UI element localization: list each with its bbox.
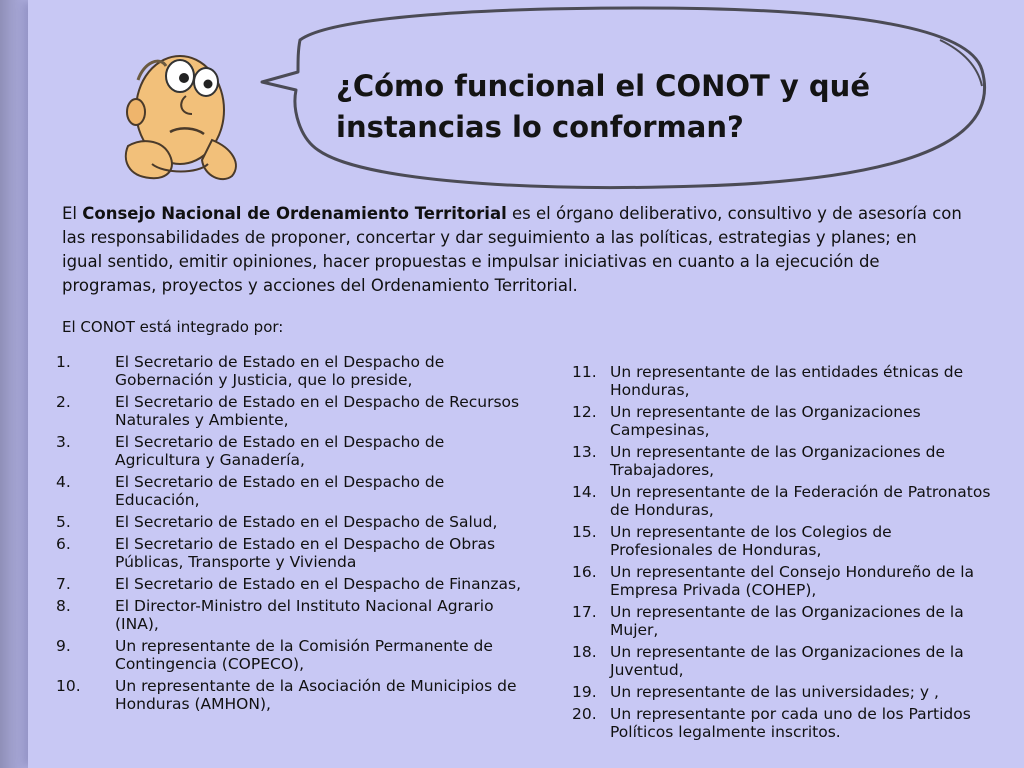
list-item-text: El Secretario de Estado en el Despacho de Obras Públicas, Transporte y Vivienda [115, 535, 496, 571]
list-item-text: Un representante de la Comisión Permanente de Contingencia (COPECO), [115, 637, 493, 673]
list-item-text: Un representante de las entidades étnicas de Honduras, [610, 363, 964, 399]
page-title: ¿Cómo funcional el CONOT y qué instancias lo conforman? [336, 69, 870, 144]
list-item-text: El Secretario de Estado en el Despacho de Salud, [115, 513, 498, 531]
list-item [52, 677, 522, 713]
list-item-text: El Secretario de Estado en el Despacho de Recursos Naturales y Ambiente, [115, 393, 520, 429]
list-item [572, 563, 992, 599]
list-item-number: 19. [572, 683, 597, 701]
list-item-number: 1. [56, 353, 71, 371]
list-item-text: El Secretario de Estado en el Despacho de Educación, [115, 473, 445, 509]
list-item-number: 9. [56, 637, 71, 655]
list-item [52, 535, 522, 571]
list-item-text: Un representante de las Organizaciones Campesinas, [610, 403, 921, 439]
list-item-text: El Secretario de Estado en el Despacho de Agricultura y Ganadería, [115, 433, 445, 469]
members-list-right [572, 363, 992, 745]
members-list-left [52, 353, 522, 717]
list-item [52, 575, 522, 593]
list-item-text: Un representante de las Organizaciones de Trabajadores, [610, 443, 946, 479]
list-item [52, 513, 522, 531]
list-item [572, 643, 992, 679]
list-item-text: El Director-Ministro del Instituto Nacional Agrario (INA), [115, 597, 494, 633]
list-item [572, 523, 992, 559]
list-item-number: 10. [56, 677, 81, 695]
list-item [52, 473, 522, 509]
list-item-number: 15. [572, 523, 597, 541]
intro-prefix: El [62, 204, 83, 223]
list-item [52, 393, 522, 429]
list-item-number: 7. [56, 575, 71, 593]
list-item-number: 14. [572, 483, 597, 501]
list-item-text: Un representante de la Federación de Patronatos de Honduras, [610, 483, 991, 519]
list-item-number: 18. [572, 643, 597, 661]
list-item-text: El Secretario de Estado en el Despacho de Gobernación y Justicia, que lo preside, [115, 353, 445, 389]
list-item [572, 483, 992, 519]
list-item-number: 11. [572, 363, 597, 381]
list-item-number: 12. [572, 403, 597, 421]
list-item-text: Un representante del Consejo Hondureño de la Empresa Privada (COHEP), [610, 563, 975, 599]
intro-council-name: Consejo Nacional de Ordenamiento Territorial [82, 204, 507, 223]
list-item [572, 403, 992, 439]
list-item-number: 6. [56, 535, 71, 553]
intro-paragraph [62, 202, 962, 298]
list-item [572, 683, 992, 701]
intro-rest: es el órgano deliberativo, consultivo y de asesoría con las responsabilidades de proponer, concertar y dar seguimiento a las políticas, estrategias y planes; en igual sentido, emitir opiniones, hacer propuestas e impulsar iniciativas en cuanto a la ejecución de programas, proyectos y acciones del Ordenamiento Territorial. [62, 204, 962, 295]
list-item [52, 433, 522, 469]
list-item [572, 363, 992, 399]
list-item-number: 16. [572, 563, 597, 581]
list-item-text: Un representante de las Organizaciones de la Mujer, [610, 603, 964, 639]
list-item-number: 5. [56, 513, 71, 531]
list-item-text: Un representante de las universidades; y , [610, 683, 939, 701]
list-item [52, 597, 522, 633]
thinking-man-icon [108, 40, 248, 182]
list-item-text: Un representante de los Colegios de Profesionales de Honduras, [610, 523, 892, 559]
list-item-text: Un representante por cada uno de los Partidos Políticos legalmente inscritos. [610, 705, 971, 741]
list-item [572, 705, 992, 741]
list-item-number: 4. [56, 473, 71, 491]
list-item-number: 3. [56, 433, 71, 451]
list-item-text: El Secretario de Estado en el Despacho de Finanzas, [115, 575, 522, 593]
list-item [572, 603, 992, 639]
list-item-text: Un representante de la Asociación de Municipios de Honduras (AMHON), [115, 677, 517, 713]
list-item-number: 8. [56, 597, 71, 615]
list-item [52, 637, 522, 673]
list-item-text: Un representante de las Organizaciones de la Juventud, [610, 643, 964, 679]
list-item-number: 17. [572, 603, 597, 621]
list-item-number: 20. [572, 705, 597, 723]
list-item [572, 443, 992, 479]
integrado-label: El CONOT está integrado por: [62, 318, 284, 336]
list-item-number: 13. [572, 443, 597, 461]
list-item-number: 2. [56, 393, 71, 411]
list-item [52, 353, 522, 389]
